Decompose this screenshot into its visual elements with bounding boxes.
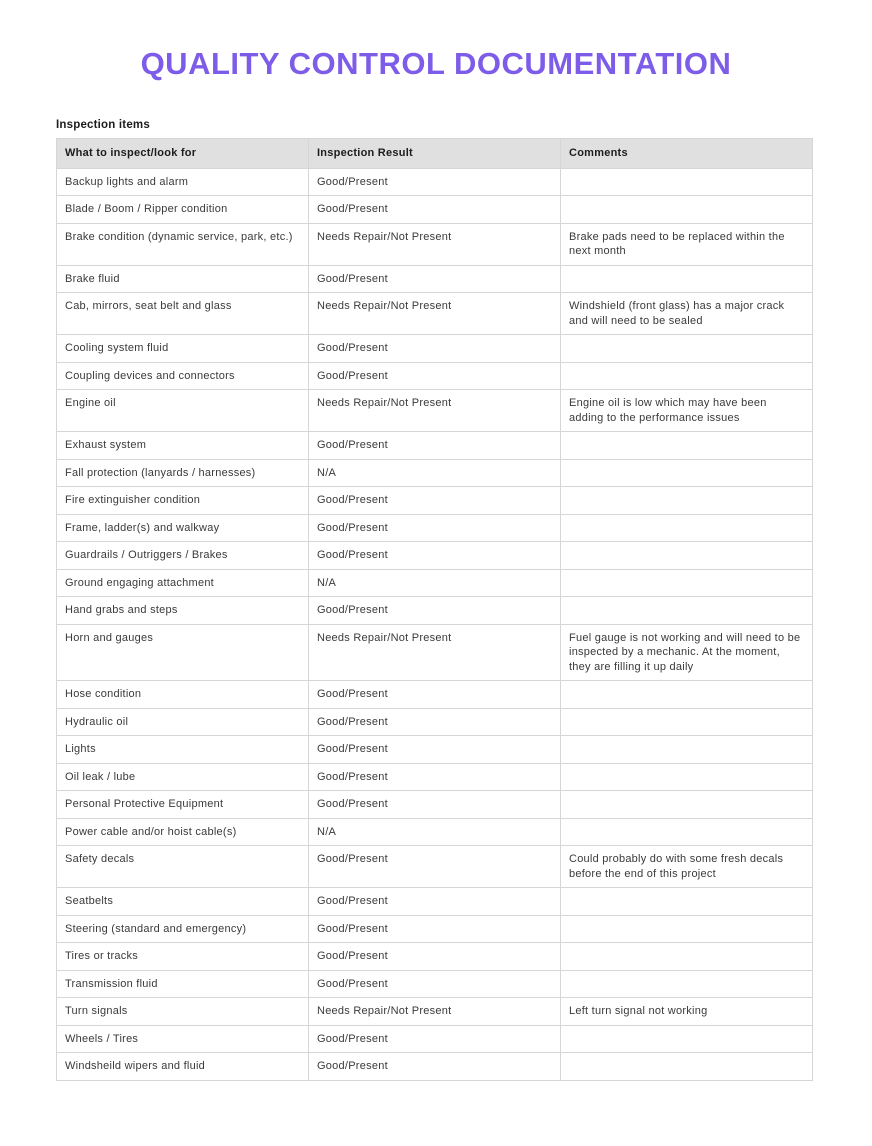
result-cell: Good/Present [309,970,561,998]
table-row [57,998,813,1026]
table-row [57,736,813,764]
table-row [57,196,813,224]
table-row [57,265,813,293]
comment-cell [561,681,813,709]
table-row [57,459,813,487]
table-row [57,763,813,791]
comment-cell [561,569,813,597]
item-cell: Tires or tracks [57,943,309,971]
result-cell: Needs Repair/Not Present [309,293,561,335]
table-row [57,569,813,597]
item-cell: Frame, ladder(s) and walkway [57,514,309,542]
section-label-inspection-items: Inspection items [56,119,150,131]
table-row [57,888,813,916]
result-cell: N/A [309,459,561,487]
item-cell: Brake fluid [57,265,309,293]
comment-cell [561,1025,813,1053]
table-row [57,487,813,515]
comment-cell [561,888,813,916]
item-cell: Ground engaging attachment [57,569,309,597]
comment-cell [561,459,813,487]
result-cell: Good/Present [309,487,561,515]
table-row [57,390,813,432]
result-cell: Good/Present [309,1053,561,1081]
item-cell: Transmission fluid [57,970,309,998]
comment-cell [561,487,813,515]
item-cell: Personal Protective Equipment [57,791,309,819]
result-cell: N/A [309,818,561,846]
comment-cell [561,763,813,791]
item-cell: Oil leak / lube [57,763,309,791]
item-cell: Hose condition [57,681,309,709]
result-cell: Good/Present [309,943,561,971]
table-row [57,681,813,709]
item-cell: Seatbelts [57,888,309,916]
table-row [57,624,813,681]
item-cell: Safety decals [57,846,309,888]
inspection-table-body [57,168,813,1080]
comment-cell [561,708,813,736]
item-cell: Turn signals [57,998,309,1026]
table-row [57,514,813,542]
comment-cell: Windshield (front glass) has a major crack and will need to be sealed [561,293,813,335]
item-cell: Brake condition (dynamic service, park, etc.) [57,223,309,265]
item-cell: Steering (standard and emergency) [57,915,309,943]
table-row [57,223,813,265]
column-header-comments: Comments [561,139,813,169]
item-cell: Fire extinguisher condition [57,487,309,515]
item-cell: Fall protection (lanyards / harnesses) [57,459,309,487]
table-row [57,362,813,390]
comment-cell [561,915,813,943]
comment-cell [561,432,813,460]
item-cell: Hand grabs and steps [57,597,309,625]
comment-cell [561,335,813,363]
item-cell: Windsheild wipers and fluid [57,1053,309,1081]
result-cell: Good/Present [309,597,561,625]
result-cell: Needs Repair/Not Present [309,998,561,1026]
table-row [57,846,813,888]
table-row [57,335,813,363]
result-cell: Good/Present [309,1025,561,1053]
result-cell: Good/Present [309,432,561,460]
inspection-table-header [57,139,813,169]
result-cell: Needs Repair/Not Present [309,624,561,681]
result-cell: Needs Repair/Not Present [309,223,561,265]
comment-cell [561,1053,813,1081]
table-row [57,708,813,736]
comment-cell [561,791,813,819]
comment-cell [561,514,813,542]
table-row [57,791,813,819]
table-row [57,943,813,971]
result-cell: Good/Present [309,763,561,791]
comment-cell: Left turn signal not working [561,998,813,1026]
table-row [57,1053,813,1081]
item-cell: Guardrails / Outriggers / Brakes [57,542,309,570]
result-cell: Good/Present [309,542,561,570]
comment-cell [561,265,813,293]
comment-cell [561,196,813,224]
column-header-what-to-inspect: What to inspect/look for [57,139,309,169]
item-cell: Backup lights and alarm [57,168,309,196]
document-body [56,119,812,1081]
comment-cell [561,818,813,846]
column-header-inspection-result: Inspection Result [309,139,561,169]
result-cell: Good/Present [309,362,561,390]
result-cell: Good/Present [309,168,561,196]
comment-cell [561,597,813,625]
comment-cell [561,970,813,998]
table-row [57,1025,813,1053]
item-cell: Wheels / Tires [57,1025,309,1053]
comment-cell: Fuel gauge is not working and will need to be inspected by a mechanic. At the moment, they are filling it up daily [561,624,813,681]
result-cell: N/A [309,569,561,597]
header-row [57,139,813,169]
page-title: QUALITY CONTROL DOCUMENTATION [140,46,732,81]
inspection-table [56,138,813,1081]
item-cell: Cab, mirrors, seat belt and glass [57,293,309,335]
result-cell: Needs Repair/Not Present [309,390,561,432]
result-cell: Good/Present [309,888,561,916]
item-cell: Hydraulic oil [57,708,309,736]
comment-cell [561,542,813,570]
item-cell: Coupling devices and connectors [57,362,309,390]
item-cell: Cooling system fluid [57,335,309,363]
comment-cell [561,168,813,196]
item-cell: Lights [57,736,309,764]
comment-cell [561,362,813,390]
item-cell: Horn and gauges [57,624,309,681]
result-cell: Good/Present [309,681,561,709]
result-cell: Good/Present [309,196,561,224]
comment-cell: Could probably do with some fresh decals before the end of this project [561,846,813,888]
table-row [57,542,813,570]
result-cell: Good/Present [309,708,561,736]
result-cell: Good/Present [309,265,561,293]
item-cell: Exhaust system [57,432,309,460]
result-cell: Good/Present [309,791,561,819]
table-row [57,293,813,335]
result-cell: Good/Present [309,846,561,888]
table-row [57,818,813,846]
item-cell: Engine oil [57,390,309,432]
comment-cell [561,736,813,764]
item-cell: Blade / Boom / Ripper condition [57,196,309,224]
table-row [57,970,813,998]
comment-cell [561,943,813,971]
table-row [57,168,813,196]
item-cell: Power cable and/or hoist cable(s) [57,818,309,846]
result-cell: Good/Present [309,915,561,943]
table-row [57,597,813,625]
table-row [57,432,813,460]
comment-cell: Brake pads need to be replaced within the next month [561,223,813,265]
result-cell: Good/Present [309,514,561,542]
comment-cell: Engine oil is low which may have been adding to the performance issues [561,390,813,432]
table-row [57,915,813,943]
result-cell: Good/Present [309,335,561,363]
result-cell: Good/Present [309,736,561,764]
